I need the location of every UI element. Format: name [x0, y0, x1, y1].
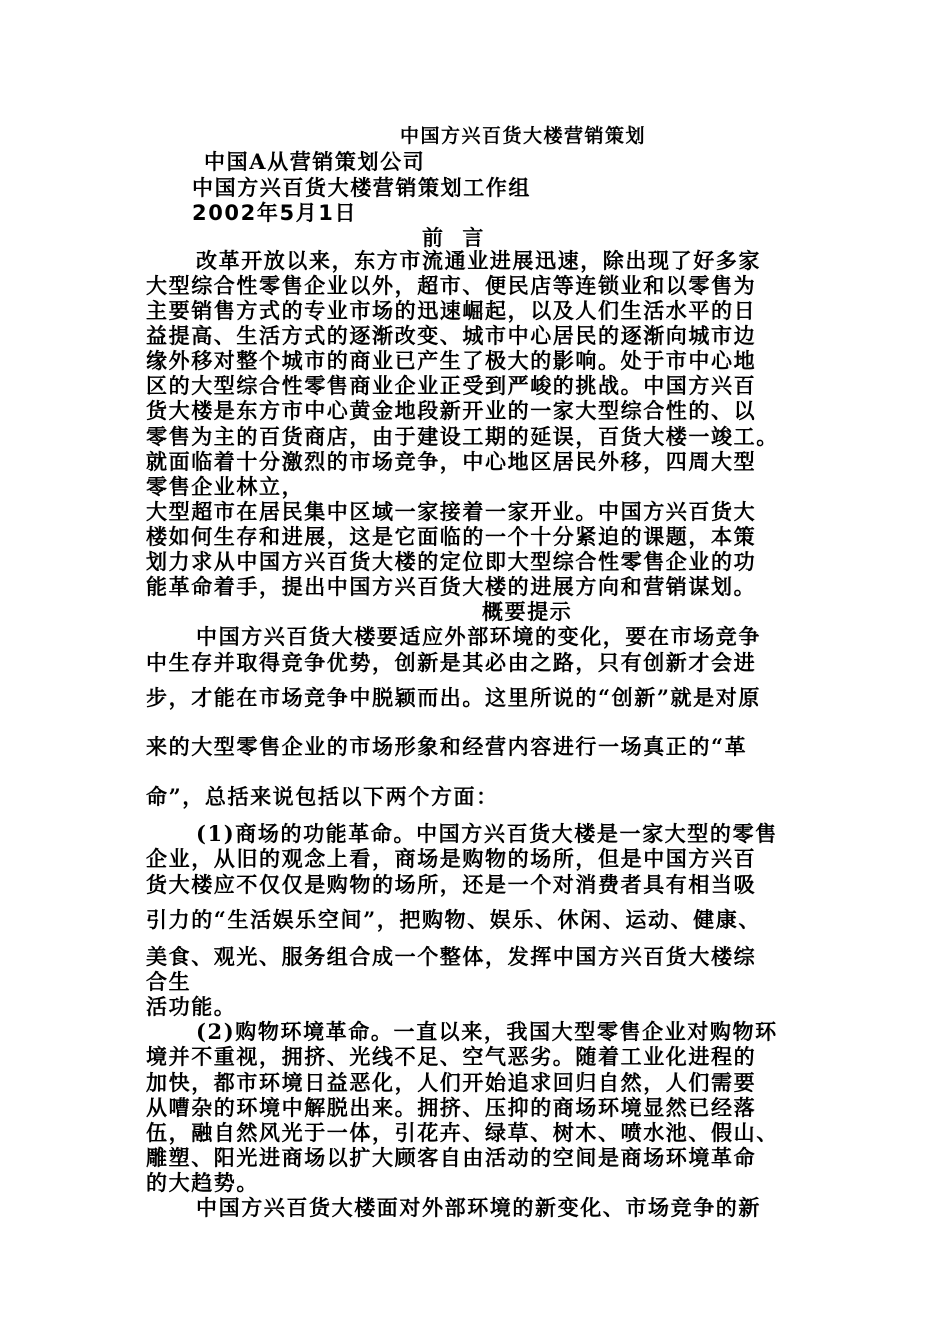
- point1-line: 合生: [146, 969, 192, 994]
- summary-line: 中国方兴百货大楼要适应外部环境的变化，要在市场竞争: [196, 624, 761, 649]
- summary-line: 步，才能在市场竞争中脱颖而出。这里所说的“创新”就是对原: [146, 685, 761, 710]
- summary-line: 来的大型零售企业的市场形象和经营内容进行一场真正的“革: [146, 734, 748, 759]
- point2-line: 加快，都市环境日益恶化，人们开始追求回归自然，人们需要: [146, 1070, 757, 1095]
- closing-line: 中国方兴百货大楼面对外部环境的新变化、市场竞争的新: [196, 1195, 761, 1220]
- preface-line: 楼如何生存和进展，这是它面临的一个十分紧迫的课题，本策: [146, 524, 757, 549]
- point1-line: (1)商场的功能革命。中国方兴百货大楼是一家大型的零售: [196, 821, 778, 846]
- company-name: 中国A从营销策划公司: [204, 149, 426, 174]
- point1-line: 美食、观光、服务组合成一个整体，发挥中国方兴百货大楼综: [146, 944, 757, 969]
- preface-heading: 前 言: [422, 225, 486, 250]
- preface-line: 零售为主的百货商店，由于建设工期的延误，百货大楼一竣工。: [146, 424, 779, 449]
- point2-line: 从嘈杂的环境中解脱出来。拥挤、压抑的商场环境显然已经落: [146, 1095, 757, 1120]
- point2-line: 雕塑、阳光进商场以扩大顾客自由活动的空间是商场环境革命: [146, 1145, 757, 1170]
- preface-line: 就面临着十分激烈的市场竞争，中心地区居民外移，四周大型: [146, 449, 757, 474]
- document-date: 2002年5月1日: [192, 201, 358, 225]
- preface-line: 货大楼是东方市中心黄金地段新开业的一家大型综合性的、以: [146, 398, 757, 423]
- point1-line: 货大楼应不仅仅是购物的场所，还是一个对消费者具有相当吸: [146, 872, 757, 897]
- point2-line: 境并不重视，拥挤、光线不足、空气恶劣。随着工业化进程的: [146, 1044, 757, 1069]
- point1-line: 企业，从旧的观念上看，商场是购物的场所，但是中国方兴百: [146, 846, 757, 871]
- preface-line: 零售企业林立，: [146, 474, 305, 499]
- preface-line: 大型综合性零售企业以外，超市、便民店等连锁业和以零售为: [146, 273, 757, 298]
- preface-line: 改革开放以来，东方市流通业进展迅速，除出现了好多家: [196, 248, 761, 273]
- point1-line: 活功能。: [146, 994, 237, 1019]
- document-title: 中国方兴百货大楼营销策划: [400, 125, 647, 147]
- summary-line: 中生存并取得竞争优势，创新是其必由之路，只有创新才会进: [146, 650, 757, 675]
- preface-line: 划力求从中国方兴百货大楼的定位即大型综合性零售企业的功: [146, 549, 757, 574]
- point2-line: 的大趋势。: [146, 1170, 259, 1195]
- preface-line: 能革命着手，提出中国方兴百货大楼的进展方向和营销谋划。: [146, 574, 757, 599]
- point1-line: 引力的“生活娱乐空间”，把购物、娱乐、休闲、运动、健康、: [146, 907, 761, 932]
- summary-heading: 概要提示: [482, 599, 573, 624]
- point2-line: 伍，融自然风光于一体，引花卉、绿草、树木、喷水池、假山、: [146, 1120, 779, 1145]
- summary-line: 命”，总括来说包括以下两个方面：: [146, 784, 499, 809]
- preface-line: 大型超市在居民集中区域一家接着一家开业。中国方兴百货大: [146, 499, 757, 524]
- point2-line: (2)购物环境革命。一直以来，我国大型零售企业对购物环: [196, 1019, 778, 1044]
- preface-line: 益提高、生活方式的逐渐改变、城市中心居民的逐渐向城市边: [146, 323, 757, 348]
- preface-line: 区的大型综合性零售商业企业正受到严峻的挑战。中国方兴百: [146, 373, 757, 398]
- preface-line: 缘外移对整个城市的商业已产生了极大的影响。处于市中心地: [146, 348, 757, 373]
- workgroup-name: 中国方兴百货大楼营销策划工作组: [192, 175, 531, 200]
- preface-line: 主要销售方式的专业市场的迅速崛起，以及人们生活水平的日: [146, 298, 757, 323]
